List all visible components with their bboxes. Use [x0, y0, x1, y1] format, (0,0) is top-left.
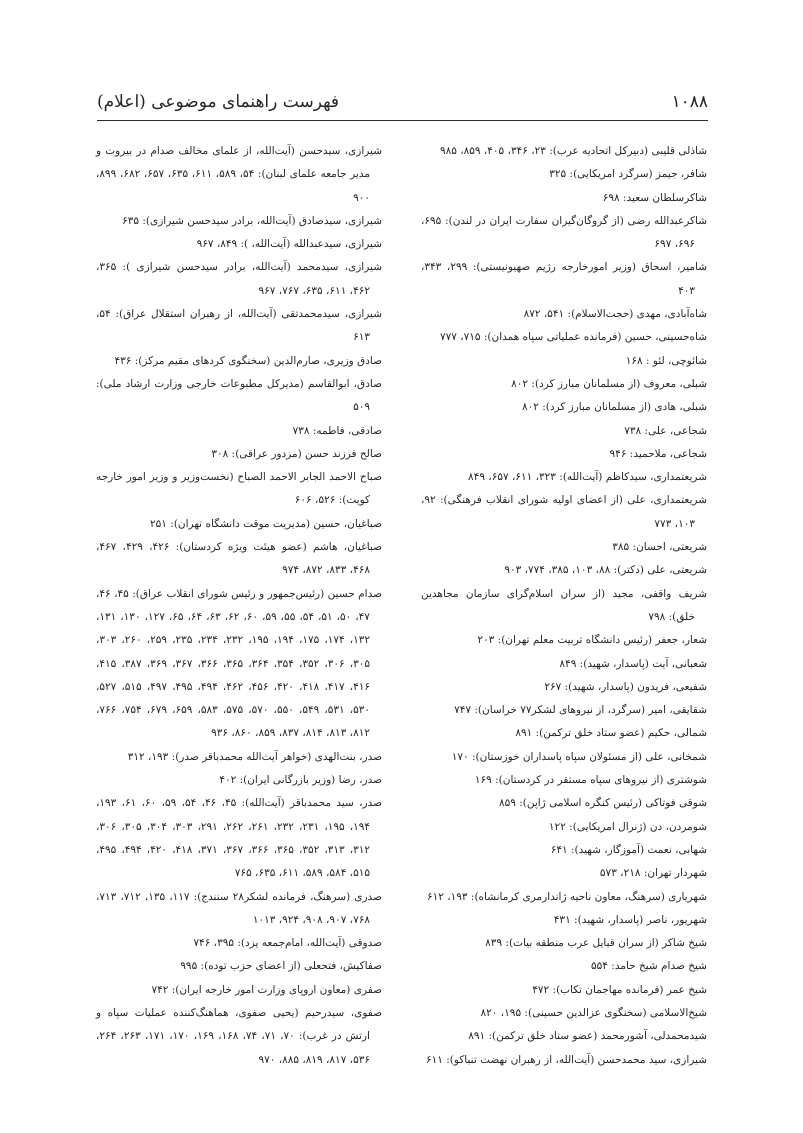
index-entry: صدر، بنت‌الهدی (خواهر آیت‌الله محمدباقر صدر): ۱۹۳، ۳۱۲	[127, 750, 382, 763]
page-number: ۱۰۸۸	[671, 92, 708, 112]
index-entry: شیخ صدام شیخ حامد: ۵۵۴	[591, 960, 707, 973]
index-entry: شهریاری (سرهنگ، معاون ناحیه ژاندارمری کرمانشاه): ۱۹۳، ۶۱۲	[427, 890, 707, 903]
index-entry: شمالی، حکیم (عضو ستاد خلق ترکمن): ۸۹۱	[515, 727, 707, 740]
index-entry: شاه‌حسینی، حسین (فرمانده عملیاتی سپاه همدان): ۷۱۵، ۷۷۷	[439, 331, 707, 344]
index-entry: شافر، جیمز (سرگرد امریکایی): ۳۲۵	[549, 168, 707, 181]
index-entry: شهردار تهران: ۲۱۸، ۵۷۳	[599, 867, 707, 880]
index-entry: صادقی، فاطمه: ۷۳۸	[292, 424, 382, 437]
index-entry: شاکرعبدالله رضی (از گروگان‌گیران سفارت ایران در لندن): ۶۹۵، ۶۹۶، ۶۹۷	[421, 214, 707, 251]
index-entry: شبلی، معروف (از مسلمانان مبارز کرد): ۸۰۲	[511, 377, 707, 390]
index-entry: صباح الاحمد الجابر الاحمد الصباح (نخست‌وزیر و وزیر امور خارجه کویت): ۵۲۶، ۶۰۶	[96, 471, 382, 507]
index-entry: شومردن، دن (ژنرال امریکایی): ۱۲۲	[548, 820, 707, 833]
index-entry: شیخ‌الاسلامی (سخنگوی عزالدین حسینی): ۱۹۵، ۸۲۰	[480, 1006, 707, 1019]
index-entry: صدر، سید محمدباقر (آیت‌الله): ۴۵، ۴۶، ۵۴، ۵۹، ۶۰، ۶۱، ۱۹۳، ۱۹۴، ۱۹۵، ۲۳۱، ۲۳۲، ۲۶۱، ۲۶۲، ۲۹۱، ۳۰۳، ۳۰۴، ۳۰۵، ۳۰۶، ۳۱۲، ۳۱۳، ۳۵۲، ۳۶۵، ۳۶۶، ۳۶۷، ۳۷۱، ۴۱۸، ۴۲۰، ۴۹۴، ۴۹۵، ۵۱۵، ۵۸۴، ۵۸۹، ۶۱۱، ۶۳۵، ۷۶۵	[96, 797, 382, 880]
running-title: فهرست راهنمای موضوعی (اعلام)	[97, 92, 340, 112]
index-entry: شجاعی، علی: ۷۳۸	[624, 424, 707, 437]
index-entry: شائوچی، لئو : ۱۶۸	[625, 354, 707, 367]
index-entry: شریعتی، احسان: ۳۸۵	[612, 541, 707, 554]
index-entry: شیرازی، سیدمحمد (آیت‌الله، برادر سیدحسن شیرازی ): ۳۶۵، ۴۶۲، ۶۱۱، ۶۳۵، ۷۶۷، ۹۶۷	[96, 261, 382, 297]
index-entry: شیرازی، سیدصادق (آیت‌الله، برادر سیدحسن شیرازی): ۶۳۵	[122, 214, 382, 227]
index-entry: شاذلی قلیبی (دبیرکل اتحادیه عرب): ۲۳، ۳۴۶، ۴۰۵، ۸۵۹، ۹۸۵	[439, 145, 707, 157]
page-header	[97, 84, 708, 121]
index-entry: شیخ شاکر (از سران قبایل عرب منطقه بیات): ۸۳۹	[485, 937, 707, 950]
index-entry: صباغیان، هاشم (عضو هیئت ویژه کردستان): ۴۲۶، ۴۲۹، ۴۶۷، ۴۶۸، ۸۳۳، ۸۷۲، ۹۷۴	[96, 541, 382, 577]
index-entry: شعار، جعفر (رئیس دانشگاه تربیت معلم تهران): ۲۰۳	[477, 634, 707, 647]
index-entry: شریعتمداری، سیدکاظم (آیت‌الله): ۳۲۳، ۶۱۱، ۶۵۷، ۸۴۹	[468, 471, 707, 484]
index-entry: صفوی، سیدرحیم (یحیی صفوی، هماهنگ‌کننده عملیات سپاه و ارتش در غرب): ۷۰، ۷۱، ۷۴، ۱۶۸، ۱۶۹، ۱۷۰، ۱۷۱، ۲۶۳، ۲۶۴، ۵۳۶، ۸۱۷، ۸۱۹، ۸۸۵، ۹۷۰	[96, 1006, 382, 1066]
index-entry: شیرازی، سید محمدحسن (آیت‌الله، از رهبران نهضت تنباکو): ۶۱۱	[425, 1053, 707, 1066]
index-entry: شیرازی، سیدمحمدتقی (آیت‌الله، از رهبران استقلال عراق): ۵۴، ۶۱۳	[96, 308, 382, 344]
index-entry: صفاکیش، فتحعلی (از اعضای حزب توده): ۹۹۵	[180, 960, 382, 973]
index-entry: شیدمحمدلی، آشورمحمد (عضو ستاد خلق ترکمن): ۸۹۱	[468, 1030, 707, 1043]
index-entry: شجاعی، ملاحمید: ۹۴۶	[609, 447, 707, 460]
index-entry: صدری (سرهنگ، فرمانده لشکر۲۸ سنندج): ۱۱۷، ۱۳۵، ۷۱۲، ۷۱۳، ۷۶۸، ۹۰۷، ۹۰۸، ۹۲۴، ۱۰۱۳	[96, 890, 382, 926]
index-entry: صفری (معاون اروپای وزارت امور خارجه ایران): ۷۴۲	[151, 983, 382, 996]
index-entry: شیرازی، سیدحسن (آیت‌الله، از علمای مخالف صدام در بیروت و مدیر جامعه علمای لبنان): ۵۴، ۵۸۹، ۶۱۱، ۶۳۵، ۶۵۷، ۶۸۲، ۸۹۹، ۹۰۰	[96, 145, 382, 204]
index-entry: صادق وزیری، صارم‌الدین (سخنگوی کردهای مقیم مرکز): ۴۳۶	[114, 354, 382, 367]
index-entry: شبلی، هادی (از مسلمانان مبارز کرد): ۸۰۲	[521, 401, 707, 414]
index-entry: صدر، رضا (وزیر بازرگانی ایران): ۴۰۲	[219, 774, 382, 787]
index-entry: شریف واقفی، مجید (از سران اسلام‌گرای سازمان مجاهدین خلق): ۷۹۸	[421, 587, 707, 623]
index-entry: صباغیان، حسین (مدیریت موقت دانشگاه تهران): ۲۵۱	[150, 517, 382, 530]
index-entry: شاکرسلطان سعید: ۶۹۸	[602, 191, 707, 204]
index-entry: شعبانی، آیت (پاسدار، شهید): ۸۴۹	[559, 657, 707, 670]
index-entry: شوشتری (از نیروهای سپاه مستقر در کردستان): ۱۶۹	[474, 774, 707, 787]
index-entry: شهریور، ناصر (پاسدار، شهید): ۴۳۱	[553, 913, 707, 926]
index-entry: شیخ عمر (فرمانده مهاجمان تکاب): ۴۷۲	[532, 983, 707, 996]
index-column-left	[96, 140, 382, 1072]
index-entry: شیرازی، سیدعبدالله (آیت‌الله، ): ۸۴۹، ۹۶۷	[196, 238, 382, 251]
index-entry: صدوقی (آیت‌الله، امام‌جمعه یزد): ۳۹۵، ۷۴۶	[193, 937, 382, 950]
index-entry: صالح فرزند حسن (مزدور عراقی): ۳۰۸	[211, 447, 382, 460]
index-entry: شفیعی، فریدون (پاسدار، شهید): ۲۶۷	[544, 680, 707, 693]
index-entry: شوقی فوتاکی (رئیس کنگره اسلامی ژاپن): ۸۵۹	[498, 797, 707, 810]
index-entry: صادق، ابوالقاسم (مدیرکل مطبوعات خارجی وزارت ارشاد ملی): ۵۰۹	[96, 377, 382, 414]
index-column-right	[421, 140, 707, 1072]
index-entry: شقایقی، امیر (سرگرد، از نیروهای لشکر۷۷ خراسان): ۷۴۷	[454, 704, 707, 717]
index-entry: شمخانی، علی (از مسئولان سپاه پاسداران خوزستان): ۱۷۰	[451, 750, 707, 763]
index-entry: شریعتمداری، علی (از اعضای اولیه شورای انقلاب فرهنگی): ۹۲، ۱۰۳، ۷۷۳	[421, 494, 707, 530]
index-entry: شاه‌آبادی، مهدی (حجت‌الاسلام): ۵۴۱، ۸۷۲	[523, 308, 707, 321]
index-entry: شریعتی، علی (دکتر): ۸۸، ۱۰۳، ۳۸۵، ۷۷۴، ۹۰۳	[504, 564, 707, 577]
index-entry: شهابی، نعمت (آموزگار، شهید): ۶۴۱	[550, 843, 707, 856]
index-entry: شامیر، اسحاق (وزیر امورخارجه رژیم صهیونیستی): ۲۹۹، ۳۴۳، ۴۰۳	[421, 261, 707, 297]
index-entry: صدام حسین (رئیس‌جمهور و رئیس شورای انقلاب عراق): ۴۵، ۴۶، ۴۷، ۵۰، ۵۱، ۵۴، ۵۵، ۵۹، ۶۰، ۶۲، ۶۳، ۶۴، ۶۵، ۱۲۷، ۱۳۰، ۱۳۱، ۱۳۲، ۱۷۴، ۱۷۵، ۱۹۴، ۱۹۵، ۲۳۲، ۲۳۴، ۲۳۵، ۲۵۹، ۲۶۰، ۳۰۳، ۳۰۵، ۳۰۶، ۳۵۲، ۳۵۴، ۳۶۴، ۳۶۵، ۳۶۶، ۳۶۷، ۳۶۹، ۳۸۷، ۴۱۵، ۴۱۶، ۴۱۷، ۴۱۸، ۴۲۰، ۴۵۶، ۴۶۲، ۴۹۴، ۴۹۵، ۴۹۷، ۵۱۵، ۵۲۷، ۵۳۰، ۵۳۱، ۵۴۹، ۵۵۰، ۵۷۰، ۵۷۵، ۵۸۳، ۶۵۹، ۶۷۹، ۷۵۴، ۷۶۶، ۸۱۲، ۸۱۳، ۸۱۴، ۸۳۷، ۸۵۹، ۸۶۰، ۹۳۶	[96, 587, 382, 740]
